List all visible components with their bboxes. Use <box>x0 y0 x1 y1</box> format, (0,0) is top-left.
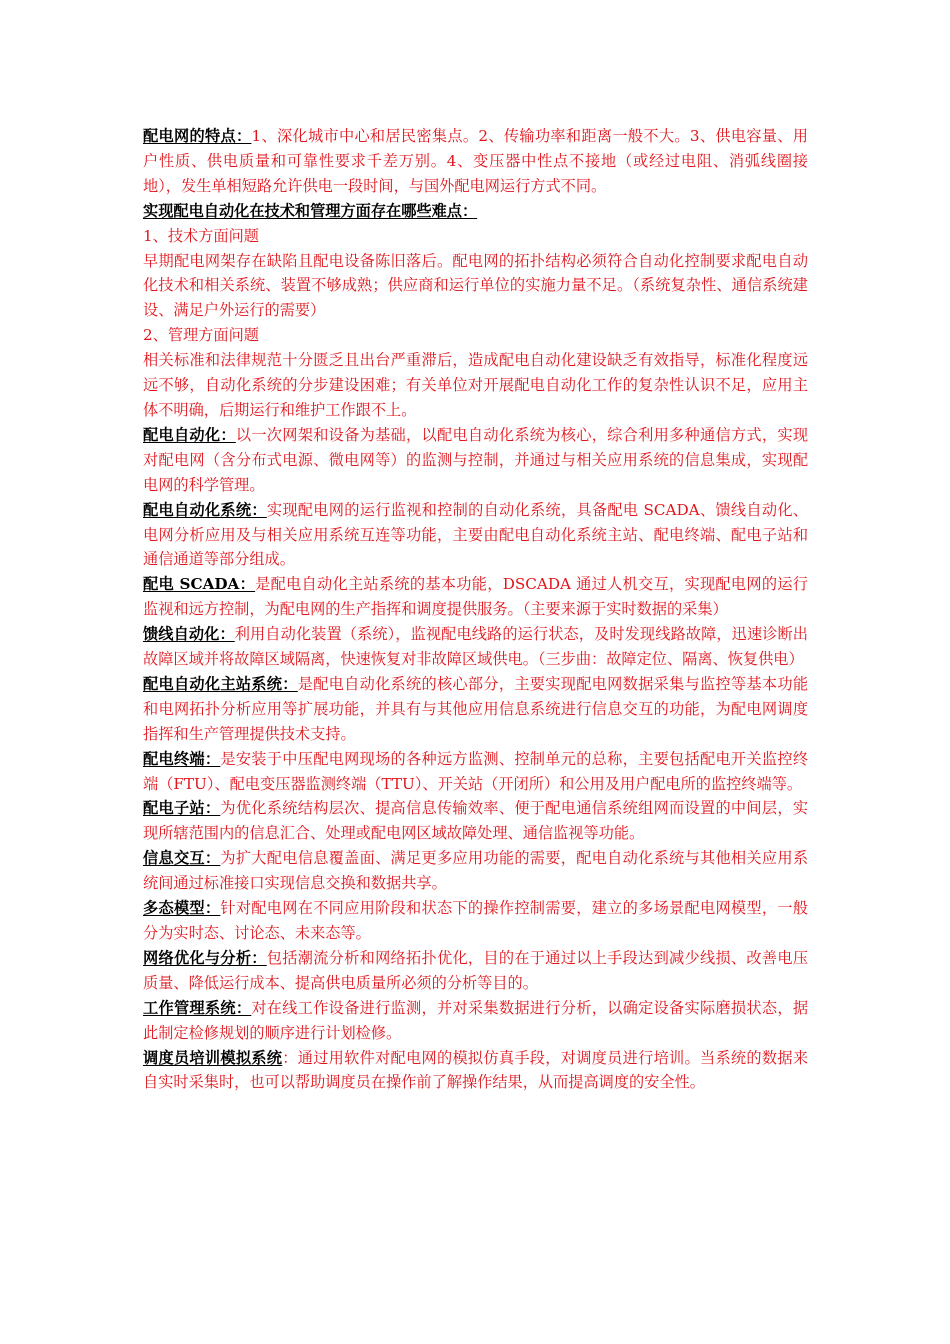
paragraph-text: 1、深化城市中心和居民密集点。2、传输功率和距离一般不大。3、供电容量、用户性质、供电质量和可靠性要求千差万别。4、变压器中性点不接地（或经过电阻、消弧线圈接地），发生单相短路允许供电一段时间，与国外配电网运行方式不同。 <box>143 127 808 195</box>
term-label: 配电网的特点： <box>143 127 252 145</box>
heading-text: 实现配电自动化在技术和管理方面存在哪些难点： <box>143 201 478 220</box>
paragraph-network-optimization <box>143 946 808 996</box>
term-label: 多态模型： <box>143 899 221 918</box>
paragraph-dispatcher-training <box>143 1046 808 1096</box>
paragraph-distribution-automation <box>143 423 808 498</box>
paragraph-grid-features <box>143 124 808 199</box>
paragraph-automation-system <box>143 498 808 573</box>
paragraph-text: 实现配电网的运行监视和控制的自动化系统，具备配电 SCADA、馈线自动化、电网分析应用及与相关应用系统互连等功能，主要由配电自动化系统主站、配电终端、配电子站和通信通道等部分组成。 <box>143 500 808 569</box>
paragraph-master-station <box>143 672 808 747</box>
term-label: 配电自动化系统： <box>143 500 267 519</box>
paragraph-substation <box>143 796 808 846</box>
paragraph-text: 是安装于中压配电网现场的各种远方监测、控制单元的总称，主要包括配电开关监控终端（FTU）、配电变压器监测终端（TTU）、开关站（开闭所）和公用及用户配电所的监控终端等。 <box>143 749 809 793</box>
paragraph-info-exchange <box>143 846 808 896</box>
paragraph-text: 相关标准和法律规范十分匮乏且出台严重滞后，造成配电自动化建设缺乏有效指导，标准化程度远远不够，自动化系统的分步建设困难；有关单位对开展配电自动化工作的复杂性认识不足，应用主体不明确，后期运行和维护工作跟不上。 <box>143 351 808 419</box>
paragraph-text: 为扩大配电信息覆盖面、满足更多应用功能的需要，配电自动化系统与其他相关应用系统间通过标准接口实现信息交换和数据共享。 <box>143 849 809 893</box>
paragraph-feeder-automation <box>143 622 808 672</box>
paragraph-management-issues <box>143 348 808 423</box>
paragraph-work-management <box>143 996 808 1046</box>
document-page <box>143 124 808 1095</box>
term-label: 配电自动化主站系统： <box>143 674 298 693</box>
paragraph-terminal <box>143 747 808 797</box>
paragraph-scada <box>143 572 808 622</box>
term-label: 调度员培训模拟系统 <box>143 1048 283 1067</box>
term-label: 信息交互： <box>143 849 221 868</box>
term-label: 馈线自动化： <box>143 625 235 644</box>
paragraph-text: ：通过用软件对配电网的模拟仿真手段，对调度员进行培训。当系统的数据来自实时采集时，也可以帮助调度员在操作前了解操作结果，从而提高调度的安全性。 <box>143 1048 809 1092</box>
paragraph-text: 针对配电网在不同应用阶段和状态下的操作控制需要，建立的多场景配电网模型，一般分为实时态、讨论态、未来态等。 <box>143 899 809 942</box>
paragraph-text: 包括潮流分析和网络拓扑优化，目的在于通过以上手段达到减少线损、改善电压质量、降低运行成本、提高供电质量所必须的分析等目的。 <box>143 948 809 992</box>
paragraph-text: 以一次网架和设备为基础，以配电自动化系统为核心，综合利用多种通信方式，实现对配电网（含分布式电源、微电网等）的监测与控制，并通过与相关应用系统的信息集成，实现配电网的科学管理。 <box>143 425 809 494</box>
term-label: 配电终端： <box>143 749 221 768</box>
paragraph-text: 对在线工作设备进行监测，并对采集数据进行分析，以确定设备实际磨损状态，据此制定检修规划的顺序进行计划检修。 <box>143 998 809 1042</box>
paragraph-text: 利用自动化装置（系统），监视配电线路的运行状态，及时发现线路故障，迅速诊断出故障区域并将故障区域隔离，快速恢复对非故障区域供电。（三步曲：故障定位、隔离、恢复供电） <box>143 625 808 669</box>
paragraph-text: 是配电自动化主站系统的基本功能，DSCADA 通过人机交互，实现配电网的运行监视和远方控制，为配电网的生产指挥和调度提供服务。（主要来源于实时数据的采集） <box>143 575 808 619</box>
term-label: 工作管理系统： <box>143 998 252 1017</box>
term-label: 配电 SCADA： <box>143 575 256 594</box>
paragraph-technical-issues <box>143 249 808 324</box>
subheading-technical <box>143 224 808 249</box>
paragraph-text: 为优化系统结构层次、提高信息传输效率、便于配电通信系统组网而设置的中间层，实现所辖范围内的信息汇合、处理或配电网区域故障处理、通信监视等功能。 <box>143 799 809 843</box>
section-heading <box>143 199 808 224</box>
term-label: 网络优化与分析： <box>143 948 267 967</box>
paragraph-text: 1、技术方面问题 <box>143 226 259 245</box>
paragraph-multistate-model <box>143 896 808 946</box>
term-label: 配电子站： <box>143 799 221 818</box>
paragraph-text: 早期配电网架存在缺陷且配电设备陈旧落后。配电网的拓扑结构必须符合自动化控制要求配电自动化技术和相关系统、装置不够成熟；供应商和运行单位的实施力量不足。（系统复杂性、通信系统建设、满足户外运行的需要） <box>143 251 808 320</box>
term-label: 配电自动化： <box>143 425 236 444</box>
paragraph-text: 是配电自动化系统的核心部分，主要实现配电网数据采集与监控等基本功能和电网拓扑分析应用等扩展功能，并具有与其他应用信息系统进行信息交互的功能，为配电网调度指挥和生产管理提供技术支持。 <box>143 674 809 743</box>
paragraph-text: 2、管理方面问题 <box>143 326 259 345</box>
subheading-management <box>143 323 808 348</box>
